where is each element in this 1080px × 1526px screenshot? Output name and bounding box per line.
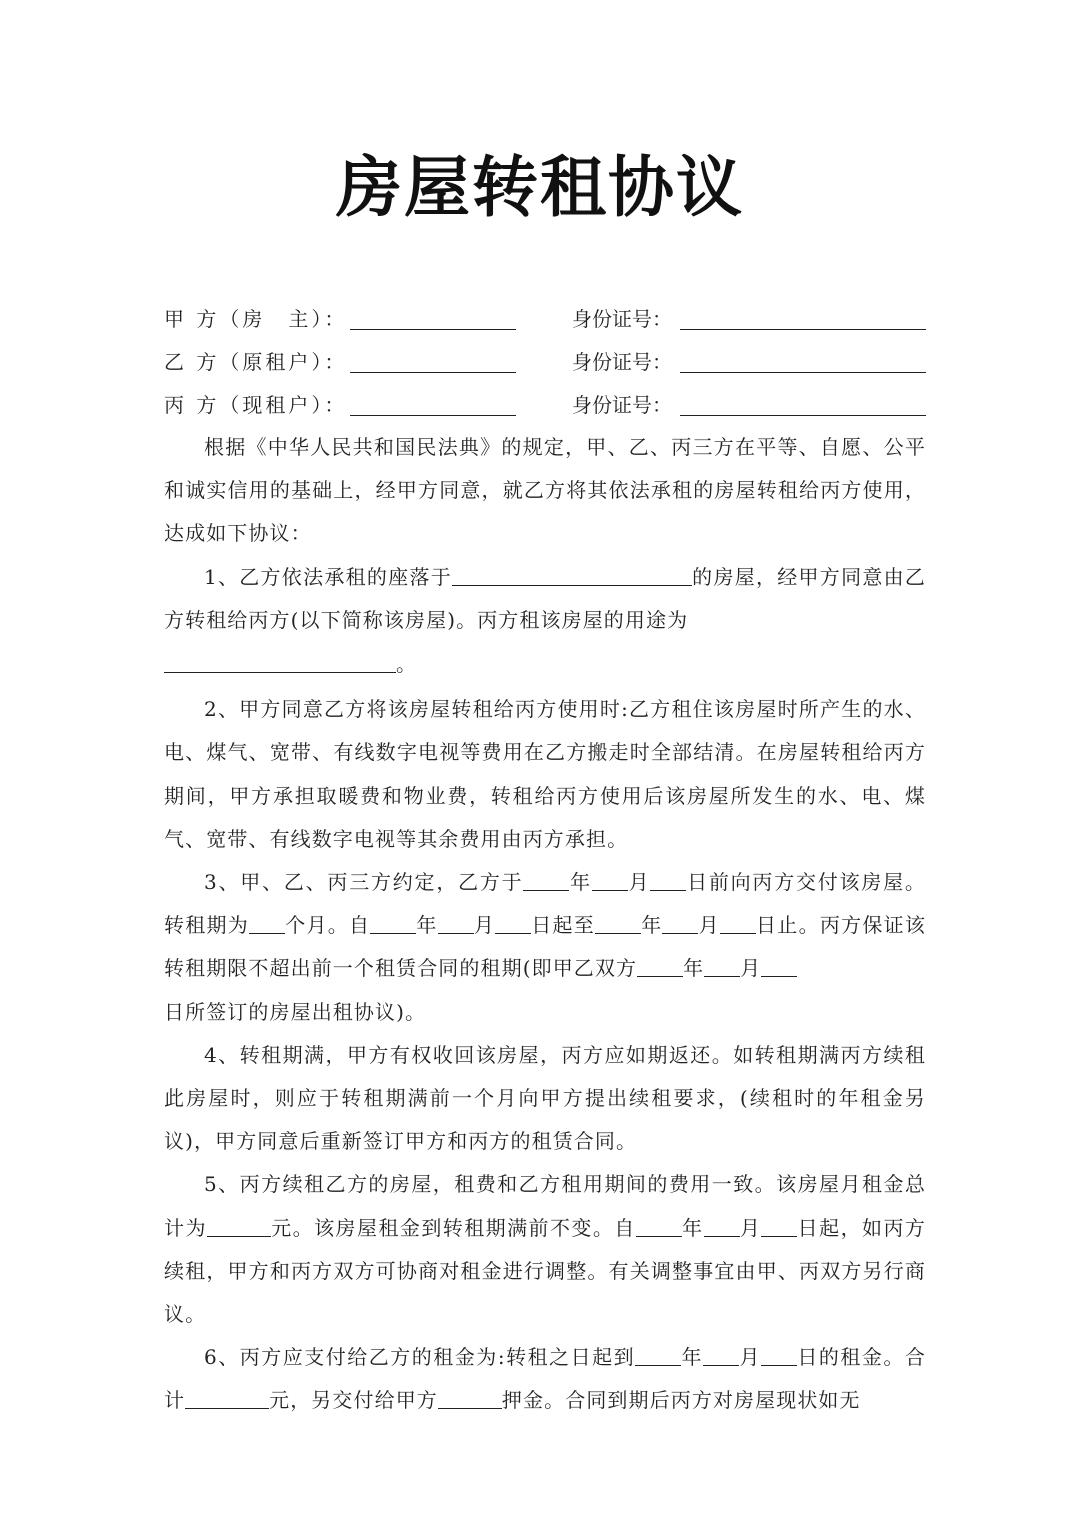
name-blank-line	[350, 372, 516, 373]
clause-3-text: 日前向丙方交付该房屋。转租期为	[164, 870, 926, 938]
year-blank-line	[370, 913, 416, 934]
year-blank-line	[636, 1216, 682, 1237]
month-label: 月	[739, 1215, 762, 1240]
year-label: 年	[681, 1345, 704, 1370]
document-title: 房屋转租协议	[336, 149, 744, 226]
month-label: 月	[473, 913, 496, 938]
month-blank-line	[704, 1216, 740, 1237]
day-blank-line	[761, 1216, 797, 1237]
month-label: 月	[698, 913, 720, 938]
intro-paragraph: 根据《中华人民共和国民法典》的规定，甲、乙、丙三方在平等、自愿、公平和诚实信用的基础上，经甲方同意，就乙方将其依法承租的房屋转租给丙方使用，达成如下协议：	[164, 435, 926, 546]
day-blank-line	[650, 870, 686, 891]
party-row-original-tenant	[164, 342, 928, 382]
year-label: 年	[416, 913, 438, 938]
clause-3-text: 个月。自	[285, 913, 371, 938]
agreement-body	[164, 426, 926, 1423]
year-blank-line	[523, 870, 569, 891]
id-number-label: 身份证号：	[572, 350, 672, 374]
month-blank-line	[662, 913, 698, 934]
year-blank-line	[595, 913, 641, 934]
id-number-label: 身份证号：	[572, 307, 672, 331]
clause-1-text: 的房屋，经甲方同意由乙方转租给丙方(以下简称该房屋)。丙方租该房屋的用途为	[164, 564, 926, 632]
day-blank-line	[761, 1345, 797, 1366]
party-row-current-tenant	[164, 385, 928, 425]
party-row-landlord	[164, 299, 928, 339]
clause-6	[164, 1336, 926, 1422]
month-label: 月	[627, 870, 651, 895]
clause-5-text: 日起，如丙方续租，甲方和丙方双方可协商对租金进行调整。有关调整事宜由甲、丙双方另行商议。	[164, 1215, 926, 1327]
name-blank-line	[350, 415, 516, 416]
year-blank-line	[635, 1345, 681, 1366]
id-number-blank-line	[680, 329, 926, 330]
id-number-blank-line	[680, 415, 926, 416]
day-blank-line	[495, 913, 531, 934]
months-blank-line	[249, 913, 285, 934]
clause-4: 4、转租期满，甲方有权收回该房屋，丙方应如期返还。如转租期满丙方续租此房屋时，则应于转租期满前一个月向甲方提出续租要求，(续租时的年租金另议)，甲方同意后重新签订甲方和丙方的租赁合同。	[164, 1042, 926, 1154]
year-label: 年	[683, 956, 705, 981]
clause-2: 2、甲方同意乙方将该房屋转租给丙方使用时:乙方租住该房屋时所产生的水、电、煤气、宽带、有线数字电视等费用在乙方搬走时全部结清。在房屋转租给丙方期间，甲方承担取暖费和物业费，转租给丙方使用后该房屋所发生的水、电、煤气、宽带、有线数字电视等其余费用由丙方承担。	[164, 697, 926, 851]
address-blank-line	[452, 565, 692, 586]
deposit-blank-line	[438, 1388, 502, 1409]
clause-6-text: 押金。合同到期后丙方对房屋现状如无	[501, 1388, 861, 1413]
id-number-label: 身份证号：	[572, 393, 672, 417]
id-number-blank-line	[680, 372, 926, 373]
clause-3-text: 日所签订的房屋出租协议)。	[164, 999, 427, 1024]
clause-6-text: 元，另交付给甲方	[269, 1388, 438, 1413]
clause-1-text: 。	[396, 652, 418, 677]
month-blank-line	[703, 1345, 739, 1366]
month-blank-line	[438, 913, 474, 934]
party-label: 乙 方（原租户）：	[164, 350, 348, 374]
clause-1	[164, 556, 926, 687]
clause-1-text: 1、乙方依法承租的座落于	[204, 564, 452, 589]
clause-3-text: 3、甲、乙、丙三方约定，乙方于	[204, 870, 524, 895]
year-label: 年	[681, 1215, 704, 1240]
clause-6-text: 6、丙方应支付给乙方的租金为:转租之日起到	[204, 1345, 636, 1370]
party-label: 丙 方（现租户）：	[164, 393, 348, 417]
day-blank-line	[720, 913, 756, 934]
monthly-rent-blank-line	[207, 1216, 271, 1237]
day-blank-line	[761, 956, 797, 977]
month-blank-line	[592, 870, 628, 891]
year-label: 年	[641, 913, 663, 938]
clause-5	[164, 1163, 926, 1336]
clause-3-text: 日起至	[531, 913, 596, 938]
clause-3-text: 日止。丙方保证该转租期限不超出前一个租赁合同的租期(即甲乙双方	[164, 913, 926, 981]
clause-6-text: 日的租金。合计	[164, 1345, 926, 1413]
name-blank-line	[350, 329, 516, 330]
month-label: 月	[740, 956, 762, 981]
clause-5-text: 5、丙方续租乙方的房屋，租费和乙方租用期间的费用一致。该房屋月租金总计为	[164, 1172, 926, 1240]
usage-blank-line	[164, 652, 396, 673]
month-blank-line	[704, 956, 740, 977]
clause-3	[164, 861, 926, 1034]
year-label: 年	[569, 870, 592, 895]
total-rent-blank-line	[185, 1388, 269, 1409]
month-label: 月	[739, 1345, 761, 1370]
clause-5-text: 元。该房屋租金到转租期满前不变。自	[270, 1215, 636, 1240]
party-label: 甲 方（房 主）：	[164, 307, 348, 331]
year-blank-line	[637, 956, 683, 977]
